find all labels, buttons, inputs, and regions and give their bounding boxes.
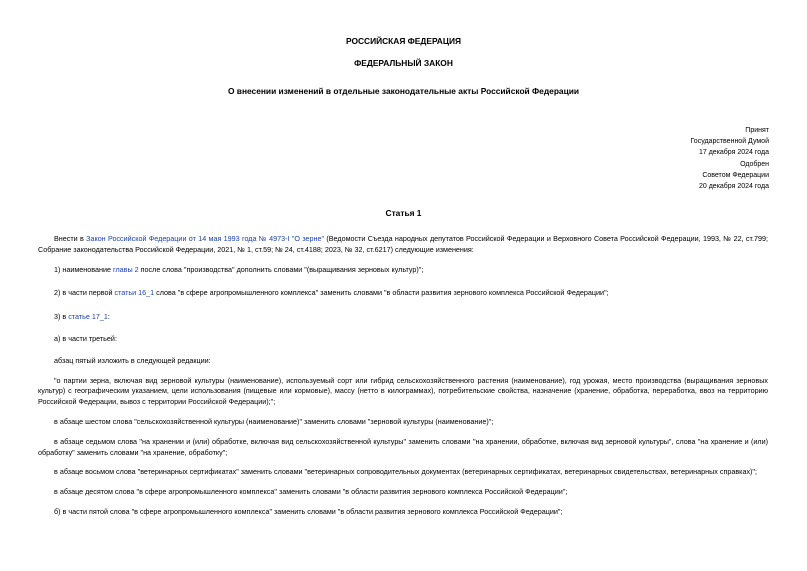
paragraph bbox=[38, 312, 768, 323]
chapter-link[interactable]: главы 2 bbox=[113, 264, 139, 274]
acceptance-line: 20 декабря 2024 года bbox=[698, 183, 769, 191]
paragraph bbox=[38, 234, 768, 256]
acceptance-line: Одобрен bbox=[740, 160, 769, 168]
article-link[interactable]: статье 17_1 bbox=[68, 312, 108, 322]
article-heading: Статья 1 bbox=[385, 208, 422, 218]
paragraph-text: после слова "производства" дополнить словами "(выращивания зерновых культур)"; bbox=[138, 264, 424, 274]
paragraph: а) в части третьей: bbox=[54, 333, 117, 343]
acceptance-line: Принят bbox=[745, 127, 769, 134]
paragraph: в абзаце десятом слова "в сфере агропромышленного комплекса" заменить словами "в области развития зернового комплекса Российской Федерации"; bbox=[54, 487, 568, 497]
paragraph: "о партии зерна, включая вид зерновой культуры (наименование), используемый сорт или гибрид сельскохозяйственного растения (наименование), год урожая, место производства (выращивания зерновых культур) с географическим указанием, цели использования (пищевые или кормовые), массу (нетто в килограммах), потребительские свойства, назначение (хранение, обработка, переработка, ввоз на территорию Российской Федерации, вывоз с территории Российской Федерации);"; bbox=[38, 375, 768, 407]
paragraph-text: 2) в части первой bbox=[54, 288, 115, 298]
paragraph: в абзаце шестом слова "сельскохозяйственной культуры (наименование)" заменить словами "зерновой культуры (наименование)"; bbox=[54, 416, 494, 426]
paragraph-text: (Ведомости Съезда народных депутатов Российской Федерации и Верховного Совета Российской Федерации, 1993, № 22, ст.799; Собрание законодательства Российской Федерации, 2021, № 1, ст.59; № 24, ст.4188; 2023, № 32, ст.6217) следующие изменения: bbox=[38, 234, 768, 254]
law-title: О внесении изменений в отдельные законодательные акты Российской Федерации bbox=[227, 86, 580, 96]
paragraph-text: : bbox=[107, 312, 110, 322]
country-heading: РОССИЙСКАЯ ФЕДЕРАЦИЯ bbox=[345, 36, 462, 46]
paragraph-text: 3) в bbox=[54, 312, 69, 322]
acceptance-block bbox=[569, 125, 769, 192]
article-body bbox=[38, 234, 768, 518]
law-link[interactable]: Закон Российской Федерации от 14 мая 1993 года № 4973-I "О зерне" bbox=[86, 234, 325, 243]
paragraph bbox=[38, 265, 768, 276]
paragraph-text: 1) наименование bbox=[54, 264, 113, 274]
paragraph: абзац пятый изложить в следующей редакции: bbox=[54, 355, 211, 365]
paragraph-text: Внести в bbox=[54, 234, 87, 243]
acceptance-line: 17 декабря 2024 года bbox=[698, 149, 769, 157]
acceptance-line: Государственной Думой bbox=[690, 138, 769, 146]
article-link[interactable]: статьи 16_1 bbox=[114, 288, 155, 298]
paragraph: в абзаце восьмом слова "ветеринарных сертификатах" заменить словами "ветеринарных сопроводительных документах (ветеринарных сертификатах, ветеринарных свидетельствах, ветеринарных справках)"; bbox=[54, 467, 757, 477]
paragraph bbox=[38, 288, 768, 299]
paragraph: б) в части пятой слова "в сфере агропромышленного комплекса" заменить словами "в области развития зернового комплекса Российской Федерации"; bbox=[54, 506, 563, 516]
law-type-heading: ФЕДЕРАЛЬНЫЙ ЗАКОН bbox=[354, 58, 453, 68]
acceptance-line: Советом Федерации bbox=[702, 171, 769, 179]
paragraph: в абзаце седьмом слова "на хранении и (или) обработке, включая вид сельскохозяйственной культуры" заменить словами "на хранении, обработке, включая вид зерновой культуры", слова "на хранение и (или) обработку" заменить словами "на хранение, обработку"; bbox=[38, 436, 768, 457]
paragraph-text: слова "в сфере агропромышленного комплекса" заменить словами "в области развития зернового комплекса Российской Федерации"; bbox=[154, 288, 609, 298]
